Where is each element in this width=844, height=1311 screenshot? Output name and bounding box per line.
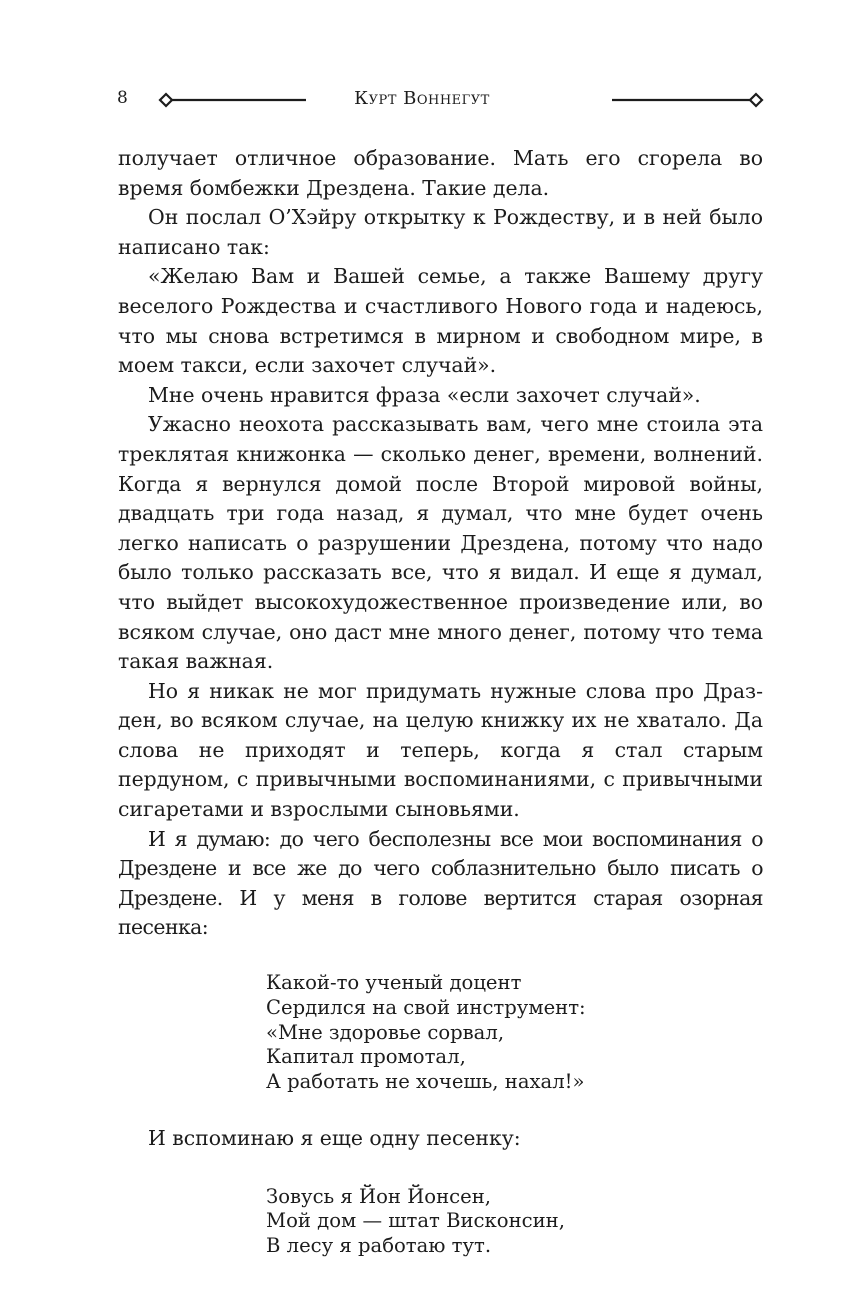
page-number: 8: [117, 88, 128, 108]
right-diamond-rule-ornament: [610, 92, 765, 108]
paragraph-another-song: И вспоминаю я еще одну песенку:: [148, 1126, 521, 1151]
verse-line: Сердился на свой инструмент:: [266, 995, 586, 1019]
running-title: Курт Воннегут: [354, 88, 490, 109]
page-body: [118, 144, 763, 1288]
paragraph-memories: И я думаю: до чего бесполезны все мои воспоминания о Дрездене и все же до чего соблазнительно было писать о Дрездене. И у меня в голове вертится старая озорная песенка:: [118, 826, 763, 940]
verse-line: Зовусь я Йон Йонсен,: [266, 1184, 491, 1208]
left-diamond-rule-ornament: [158, 92, 308, 108]
paragraph-postcard: Он послал О’Хэйру открытку к Рождеству, и в ней было написано так:: [118, 205, 763, 259]
paragraph-postcard-quote: «Желаю Вам и Вашей семье, а также Вашему другу веселого Рождества и счастливого Нового года и надеюсь, что мы снова встретимся в мирном и свободном мире, в моем такси, если захочет случай».: [118, 264, 763, 378]
paragraph-words: Но я никак не мог придумать нужные слова про Дразден, во всяком случае, на целую книжку их не хватало. Да слова не приходят и теперь, когда я стал старым пердуном, с привычными воспоминаниями, с привычными сигаретами и взрослыми сыновьями.: [118, 678, 763, 822]
verse-line: В лесу я работаю тут.: [266, 1234, 492, 1258]
paragraph-phrase: Мне очень нравится фраза «если захочет случай».: [148, 382, 701, 407]
verse-line: Какой-то ученый доцент: [266, 971, 522, 995]
verse-yon-yonsen: [266, 1185, 763, 1259]
verse-line: «Мне здоровье сорвал,: [266, 1020, 505, 1044]
paragraph-continued: получает отличное образование. Мать его сгорела во время бомбежки Дрездена. Такие дела.: [118, 146, 763, 200]
verse-line: А работать не хочешь, нахал!»: [266, 1070, 585, 1094]
verse-docent: [266, 971, 763, 1095]
running-header: [0, 86, 844, 116]
verse-line: Капитал промотал,: [266, 1045, 466, 1069]
verse-line: Мой дом — штат Висконсин,: [266, 1209, 565, 1233]
paragraph-book-cost: Ужасно неохота рассказывать вам, чего мне стоила эта треклятая книжонка — сколько денег, времени, волнений. Когда я вернулся домой после Второй мировой войны, двадцать три года назад, я думал, что мне будет очень легко написать о разрушении Дрездена, потому что надо было только рассказать все, что я видал. И еще я думал, что выйдет высокохудожественное произведение или, во всяком случае, оно даст мне много денег, потому что тема такая важная.: [118, 412, 763, 674]
